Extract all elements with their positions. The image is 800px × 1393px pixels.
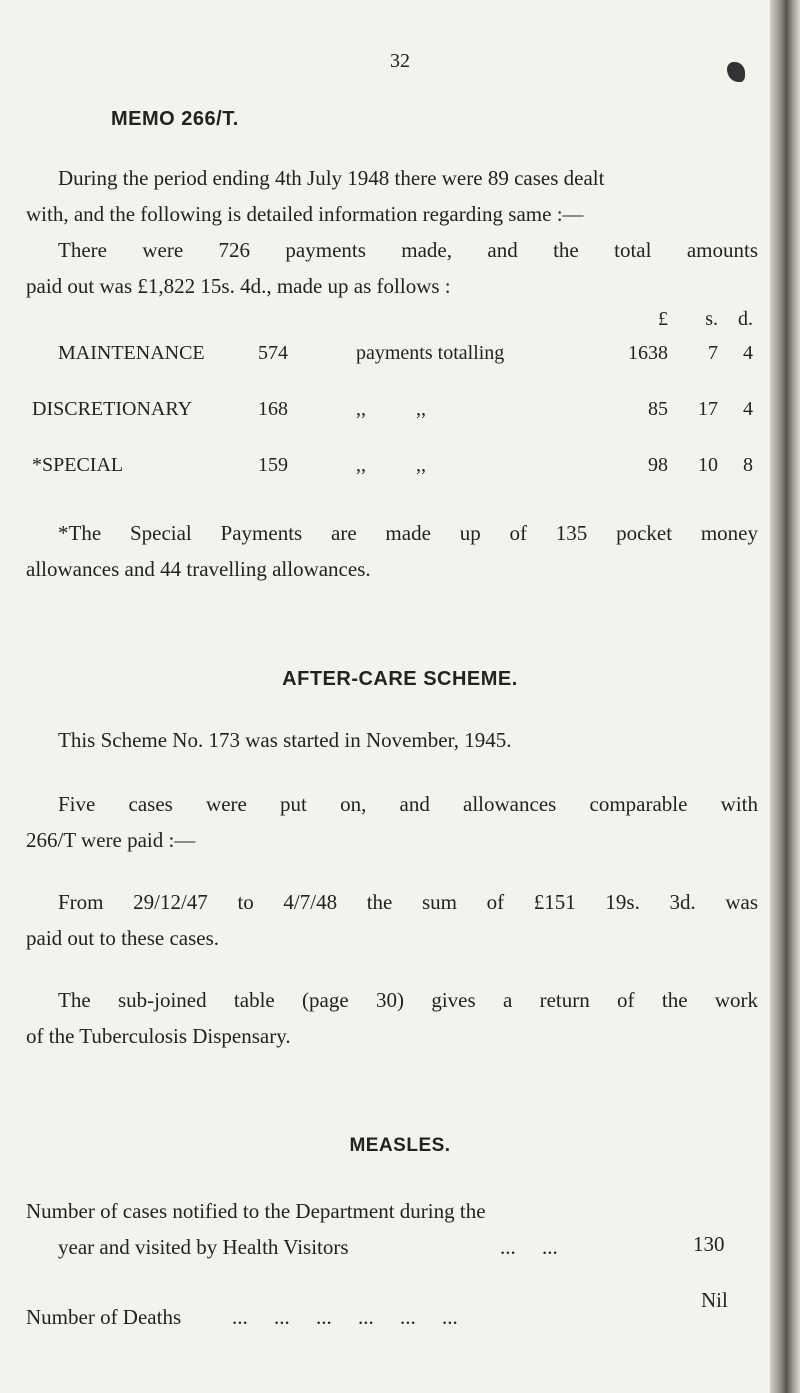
memo-intro-line-1: During the period ending 4th July 1948 there were 89 cases dealt [58, 166, 605, 190]
payment-pence: 4 [743, 342, 753, 364]
payment-desc: payments totalling [356, 342, 505, 364]
payment-desc: ,, ,, [356, 398, 426, 420]
payment-name: *SPECIAL [32, 454, 124, 476]
memo-intro-line-4: paid out was £1,822 15s. 4d., made up as follows : [26, 274, 451, 298]
payment-count: 574 [258, 342, 288, 364]
payment-pounds: 98 [648, 454, 668, 476]
aftercare-heading: AFTER-CARE SCHEME. [282, 668, 518, 690]
payment-row-maintenance [58, 342, 758, 372]
aftercare-paragraph-4-line-1: The sub-joined table (page 30) gives a return of the work [58, 988, 758, 1012]
memo-heading: MEMO 266/T. [111, 108, 239, 130]
payment-desc: ,, ,, [356, 454, 426, 476]
measles-deaths-value: Nil [701, 1288, 728, 1312]
measles-notified-line-2: year and visited by Health Visitors [58, 1235, 349, 1259]
payment-row-special [32, 454, 758, 484]
measles-heading: MEASLES. [349, 1135, 451, 1156]
memo-footnote-line-2: allowances and 44 travelling allowances. [26, 557, 371, 581]
measles-deaths-leader-dots: ... ... ... ... ... ... [232, 1305, 458, 1329]
ink-mark [727, 62, 745, 82]
payment-pence: 4 [743, 398, 753, 420]
aftercare-paragraph-3-line-1: From 29/12/47 to 4/7/48 the sum of £151 19s. 3d. was [58, 890, 758, 914]
payment-shillings: 10 [698, 454, 718, 476]
payment-row-discretionary [32, 398, 758, 428]
memo-intro-line-2: with, and the following is detailed information regarding same :— [26, 202, 584, 226]
measles-notified-value: 130 [693, 1232, 725, 1256]
page-number: 32 [390, 50, 410, 72]
payment-count: 168 [258, 398, 288, 420]
measles-notified-leader-dots: ... ... [500, 1235, 558, 1259]
aftercare-paragraph-3-line-2: paid out to these cases. [26, 926, 220, 950]
payment-count: 159 [258, 454, 288, 476]
page-edge-shadow [770, 0, 800, 1393]
payment-shillings: 17 [698, 398, 718, 420]
pounds-header: £ [658, 308, 668, 330]
pence-header: d. [738, 308, 753, 330]
memo-footnote-line-1: *The Special Payments are made up of 135 pocket money [58, 521, 758, 545]
aftercare-paragraph-2-line-1: Five cases were put on, and allowances comparable with [58, 792, 758, 816]
payment-pence: 8 [743, 454, 753, 476]
measles-deaths-label: Number of Deaths [26, 1305, 182, 1329]
payment-shillings: 7 [708, 342, 718, 364]
payment-name: MAINTENANCE [58, 342, 205, 364]
aftercare-paragraph-4-line-2: of the Tuberculosis Dispensary. [26, 1024, 291, 1048]
payment-name: DISCRETIONARY [32, 398, 193, 420]
measles-notified-line-1: Number of cases notified to the Department during the [26, 1199, 486, 1223]
shillings-header: s. [705, 308, 718, 330]
payment-pounds: 85 [648, 398, 668, 420]
aftercare-paragraph-1: This Scheme No. 173 was started in November, 1945. [58, 728, 512, 752]
memo-intro-line-3: There were 726 payments made, and the total amounts [58, 238, 758, 262]
currency-header-row [58, 308, 758, 338]
payment-pounds: 1638 [628, 342, 668, 364]
aftercare-paragraph-2-line-2: 266/T were paid :— [26, 828, 196, 852]
